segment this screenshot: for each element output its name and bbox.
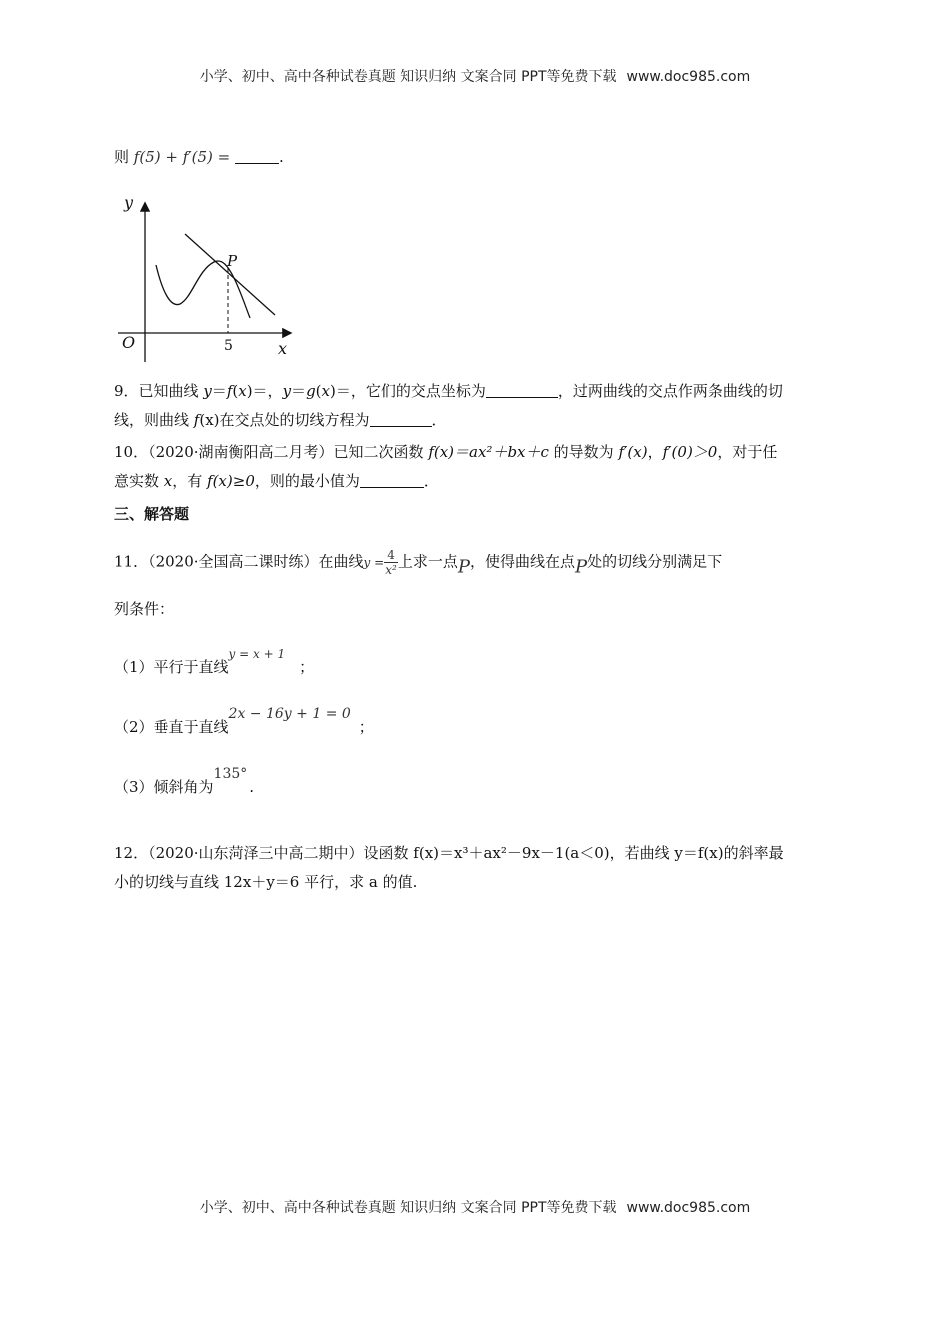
q9-line2-d: ． bbox=[431, 411, 447, 429]
q12-line1: 12．（2020·山东菏泽三中高二期中）设函数 f(x)＝x³＋ax²－9x－1(a＜0)，若曲线 y＝f(x)的斜率最 bbox=[114, 844, 784, 862]
cond1-label: （1）平行于直线 bbox=[114, 658, 229, 676]
q10-k: f(x)≥0 bbox=[207, 472, 255, 490]
q10-line1 bbox=[114, 441, 777, 462]
section-title: 三、解答题 bbox=[114, 505, 190, 523]
q10-f: f′(0)＞0 bbox=[662, 443, 718, 461]
q9-line2-a: 线，则曲线 bbox=[114, 411, 194, 429]
q10-blank bbox=[360, 473, 424, 488]
q9-text-j: g bbox=[306, 382, 316, 400]
q11-a: 11．（2020·全国高二课时练）在曲线 bbox=[114, 552, 364, 571]
q10-g: ，对于任 bbox=[717, 443, 778, 461]
q9-text-k: ( bbox=[315, 382, 322, 400]
tick-5: 5 bbox=[224, 338, 233, 354]
cond2-end: ； bbox=[358, 718, 374, 736]
q9-text-h: y bbox=[282, 382, 292, 400]
cond3-label: （3）倾斜角为 bbox=[114, 778, 214, 796]
q10-c: 的导数为 bbox=[548, 443, 619, 461]
q11-cond2 bbox=[114, 706, 374, 737]
q9-blank-1 bbox=[486, 383, 558, 398]
q10-d: f′(x) bbox=[618, 443, 648, 461]
q9-text-b: y bbox=[203, 382, 212, 400]
q9-line1 bbox=[114, 380, 783, 401]
q9-line2-c: (x)在交点处的切线方程为 bbox=[199, 411, 370, 429]
q9-text-f: x bbox=[238, 382, 247, 400]
q9-blank-2 bbox=[370, 412, 432, 427]
y-label: y bbox=[124, 193, 134, 212]
q11-p1: P bbox=[457, 556, 470, 578]
x-label: x bbox=[278, 339, 288, 358]
q9-text-d: f bbox=[226, 382, 233, 400]
cond3-expr: 135° bbox=[213, 766, 248, 782]
header-text: 小学、初中、高中各种试卷真题 知识归纳 文案合同 PPT等免费下载 bbox=[199, 69, 617, 85]
q8-prefix: 则 bbox=[114, 148, 130, 166]
q9-text-g: )＝， bbox=[246, 382, 283, 400]
q9-text-e: ( bbox=[232, 382, 239, 400]
cond3-end: . bbox=[249, 778, 255, 796]
q8-suffix: . bbox=[279, 148, 284, 166]
q9-text-i: ＝ bbox=[291, 382, 307, 400]
q10-e: ， bbox=[647, 443, 663, 461]
page-header bbox=[0, 66, 950, 86]
q10-b: f(x)＝ax²＋bx＋c bbox=[428, 443, 549, 461]
q12-line2: 小的切线与直线 12x＋y＝6 平行，求 a 的值. bbox=[114, 873, 418, 891]
q11-cond1 bbox=[114, 647, 314, 677]
q11-p2: P bbox=[574, 556, 588, 578]
q8-blank bbox=[235, 149, 279, 164]
function-graph bbox=[110, 190, 310, 365]
cond1-expr: y = x + 1 bbox=[228, 647, 286, 661]
origin-label: O bbox=[122, 333, 136, 352]
q9-text-l: x bbox=[321, 382, 330, 400]
q10-line2 bbox=[114, 470, 439, 491]
q11-d: 处的切线分别满足下 bbox=[587, 552, 723, 571]
q10-h: 意实数 bbox=[114, 472, 164, 490]
q11-frac-num: 4 bbox=[384, 548, 398, 563]
q10-a: 10．（2020·湖南衡阳高二月考）已知二次函数 bbox=[114, 443, 429, 461]
q11-line1 bbox=[114, 548, 722, 578]
q10-i: x bbox=[163, 472, 173, 490]
q9-text-c: ＝ bbox=[211, 382, 227, 400]
cond1-end: ； bbox=[299, 658, 315, 676]
q11-b: 上求一点 bbox=[397, 552, 458, 571]
q10-j: ，有 bbox=[172, 472, 208, 490]
q8-line bbox=[114, 146, 284, 167]
q11-y-eq: y = bbox=[363, 555, 385, 570]
header-url[interactable]: www.doc985.com bbox=[626, 69, 751, 85]
footer-text: 小学、初中、高中各种试卷真题 知识归纳 文案合同 PPT等免费下载 bbox=[199, 1200, 617, 1216]
q11-fraction bbox=[384, 548, 398, 577]
q9-text-m: )＝，它们的交点坐标为 bbox=[330, 382, 486, 400]
q9-line2 bbox=[114, 409, 447, 430]
tangent-line bbox=[185, 234, 275, 315]
q10-l: ，则的最小值为 bbox=[254, 472, 360, 490]
q9-text-n: ，过两曲线的交点作两条曲线的切 bbox=[557, 382, 783, 400]
q9-text-a: 9．已知曲线 bbox=[114, 382, 204, 400]
q8-expr: f(5) + f′(5) = bbox=[133, 148, 231, 166]
cond2-expr: 2x − 16y + 1 = 0 bbox=[228, 706, 351, 722]
q10-m: ． bbox=[423, 472, 439, 490]
q11-frac-den: x² bbox=[385, 563, 397, 577]
cond2-label: （2）垂直于直线 bbox=[114, 718, 229, 736]
q11-cond3 bbox=[114, 766, 254, 797]
footer-url[interactable]: www.doc985.com bbox=[626, 1200, 751, 1216]
q11-c: ，使得曲线在点 bbox=[469, 552, 575, 571]
q11-line2: 列条件： bbox=[114, 600, 175, 618]
page-footer bbox=[0, 1197, 950, 1217]
point-label: P bbox=[227, 252, 238, 270]
q9-line2-b: f bbox=[193, 411, 200, 429]
